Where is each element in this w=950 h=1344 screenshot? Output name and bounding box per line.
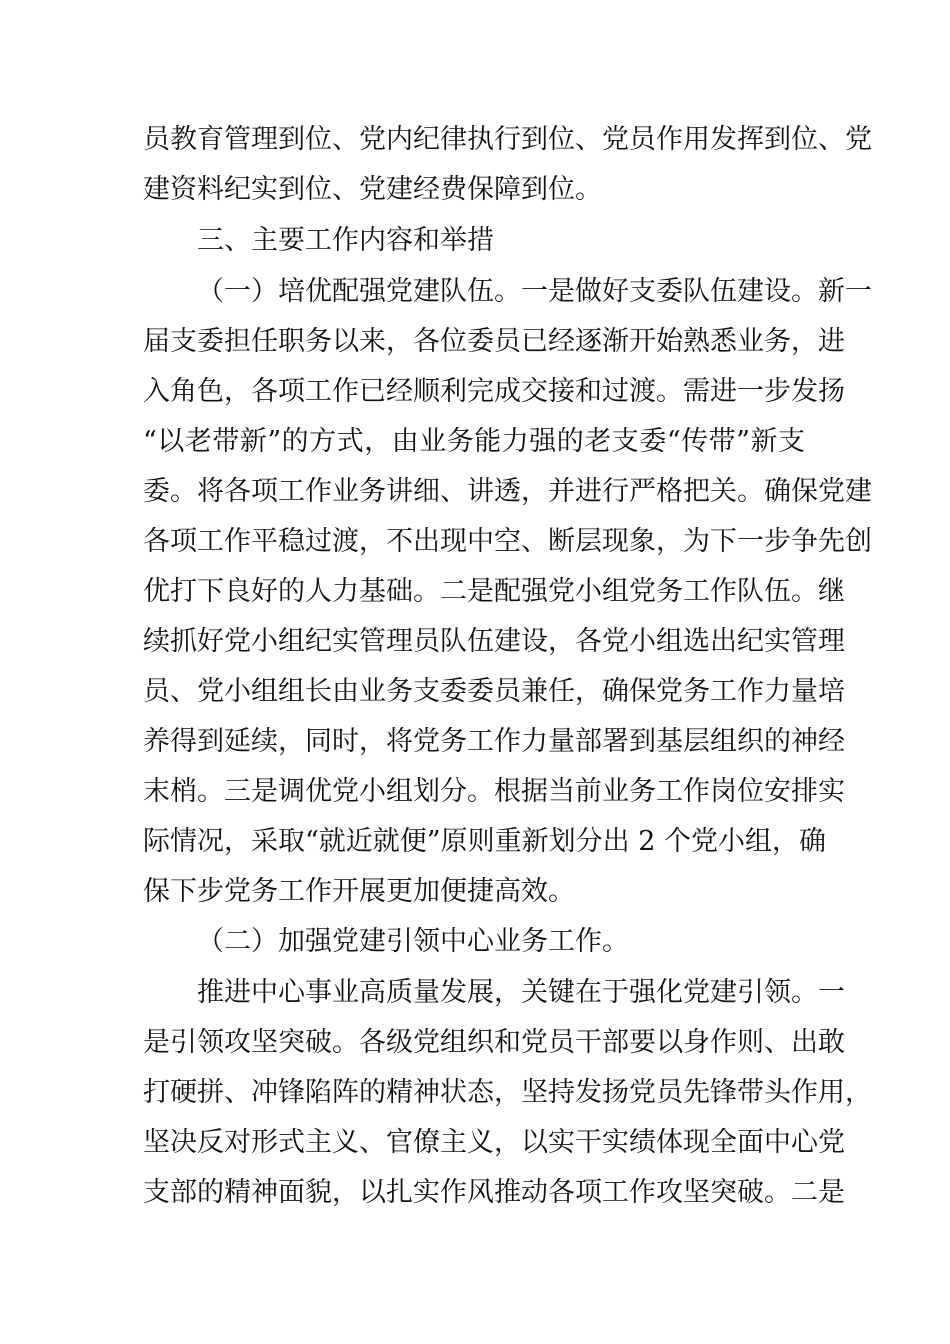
body-text-line: 优打下良好的人力基础。二是配强党小组党务工作队伍。继 bbox=[143, 576, 845, 607]
body-text-line: 委。将各项工作业务讲细、讲透，并进行严格把关。确保党建 bbox=[143, 476, 872, 507]
body-text-line: 保下步党务工作开展更加便捷高效。 bbox=[143, 876, 575, 907]
body-text-line: 是引领攻坚突破。各级党组织和党员干部要以身作则、出敢 bbox=[143, 1027, 845, 1058]
body-text-line: 支部的精神面貌，以扎实作风推动各项工作攻坚突破。二是 bbox=[143, 1177, 845, 1208]
body-text-line: 续抓好党小组纪实管理员队伍建设，各党小组选出纪实管理 bbox=[143, 626, 845, 657]
body-text-line: 坚决反对形式主义、官僚主义，以实干实绩体现全面中心党 bbox=[143, 1127, 845, 1158]
body-text-line: 末梢。三是调优党小组划分。根据当前业务工作岗位安排实 bbox=[143, 776, 845, 807]
body-text-line: 建资料纪实到位、党建经费保障到位。 bbox=[143, 174, 602, 205]
subsection-heading: （二）加强党建引领中心业务工作。 bbox=[197, 926, 629, 957]
body-text-line: “以老带新”的方式，由业务能力强的老支委“传带”新支 bbox=[143, 426, 805, 457]
body-text-line: 各项工作平稳过渡，不出现中空、断层现象，为下一步争先创 bbox=[143, 526, 872, 557]
body-text-line: 养得到延续，同时，将党务工作力量部署到基层组织的神经 bbox=[143, 726, 845, 757]
body-text-line: 入角色，各项工作已经顺利完成交接和过渡。需进一步发扬 bbox=[143, 376, 845, 407]
body-text-line: 推进中心事业高质量发展，关键在于强化党建引领。一 bbox=[197, 977, 845, 1008]
subsection-heading-line: （一）培优配强党建队伍。一是做好支委队伍建设。新一 bbox=[197, 276, 872, 307]
body-text-line: 际情况，采取“就近就便”原则重新划分出 2 个党小组，确 bbox=[143, 826, 826, 857]
body-text-line: 届支委担任职务以来，各位委员已经逐渐开始熟悉业务，进 bbox=[143, 326, 845, 357]
section-heading: 三、主要工作内容和举措 bbox=[197, 225, 494, 256]
body-text-line: 打硬拼、冲锋陷阵的精神状态，坚持发扬党员先锋带头作用， bbox=[143, 1077, 872, 1108]
body-text-line: 员、党小组组长由业务支委委员兼任，确保党务工作力量培 bbox=[143, 676, 845, 707]
body-text-line: 员教育管理到位、党内纪律执行到位、党员作用发挥到位、党 bbox=[143, 124, 872, 155]
